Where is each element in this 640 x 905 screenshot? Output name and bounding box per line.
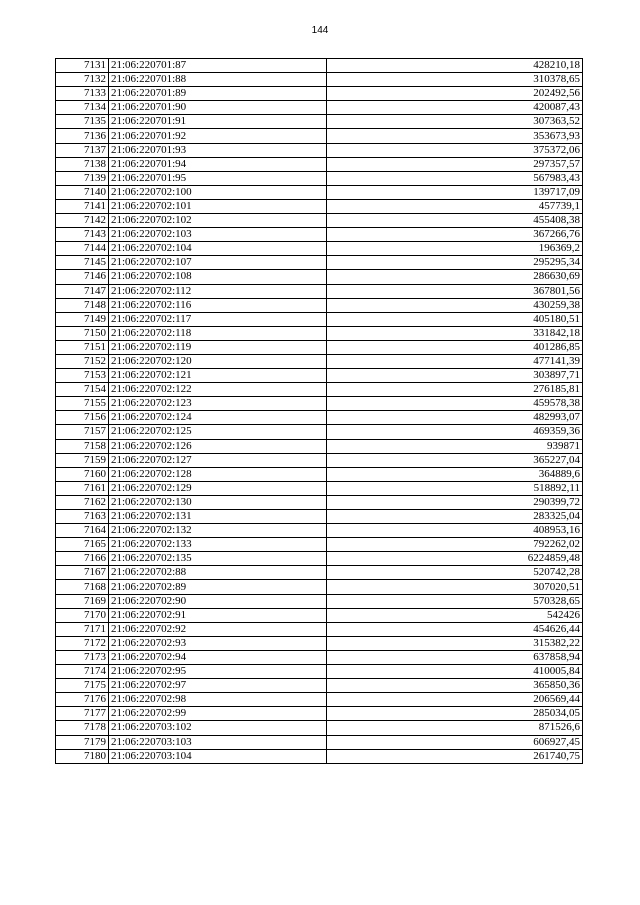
cadastral-number-cell: 21:06:220702:101 [109, 199, 327, 213]
table-row [56, 242, 583, 256]
cadastral-number-cell: 21:06:220702:112 [109, 284, 327, 298]
table-row [56, 256, 583, 270]
row-number-cell: 7159 [56, 453, 109, 467]
table-row [56, 679, 583, 693]
cadastral-number-cell: 21:06:220702:119 [109, 340, 327, 354]
registry-table [55, 58, 583, 764]
row-number-cell: 7155 [56, 397, 109, 411]
table-row [56, 467, 583, 481]
cadastral-value-cell: 454626,44 [327, 622, 583, 636]
table-row [56, 340, 583, 354]
table-row [56, 411, 583, 425]
cadastral-value-cell: 570328,65 [327, 594, 583, 608]
cadastral-number-cell: 21:06:220701:88 [109, 73, 327, 87]
cadastral-value-cell: 428210,18 [327, 59, 583, 73]
row-number-cell: 7170 [56, 608, 109, 622]
cadastral-value-cell: 420087,43 [327, 101, 583, 115]
row-number-cell: 7160 [56, 467, 109, 481]
cadastral-number-cell: 21:06:220702:130 [109, 495, 327, 509]
row-number-cell: 7179 [56, 735, 109, 749]
row-number-cell: 7163 [56, 510, 109, 524]
row-number-cell: 7141 [56, 199, 109, 213]
cadastral-number-cell: 21:06:220702:107 [109, 256, 327, 270]
row-number-cell: 7162 [56, 495, 109, 509]
table-row [56, 199, 583, 213]
cadastral-number-cell: 21:06:220702:98 [109, 693, 327, 707]
cadastral-value-cell: 482993,07 [327, 411, 583, 425]
row-number-cell: 7147 [56, 284, 109, 298]
cadastral-number-cell: 21:06:220702:131 [109, 510, 327, 524]
table-row [56, 552, 583, 566]
row-number-cell: 7150 [56, 326, 109, 340]
table-row [56, 129, 583, 143]
row-number-cell: 7161 [56, 481, 109, 495]
table-row [56, 157, 583, 171]
row-number-cell: 7142 [56, 214, 109, 228]
cadastral-value-cell: 367801,56 [327, 284, 583, 298]
cadastral-number-cell: 21:06:220701:93 [109, 143, 327, 157]
cadastral-number-cell: 21:06:220701:92 [109, 129, 327, 143]
table-row [56, 214, 583, 228]
cadastral-number-cell: 21:06:220701:89 [109, 87, 327, 101]
row-number-cell: 7134 [56, 101, 109, 115]
table-row [56, 171, 583, 185]
cadastral-value-cell: 518892,11 [327, 481, 583, 495]
row-number-cell: 7176 [56, 693, 109, 707]
cadastral-number-cell: 21:06:220702:95 [109, 665, 327, 679]
row-number-cell: 7138 [56, 157, 109, 171]
cadastral-value-cell: 367266,76 [327, 228, 583, 242]
cadastral-number-cell: 21:06:220703:103 [109, 735, 327, 749]
table-row [56, 326, 583, 340]
table-row [56, 143, 583, 157]
table-row [56, 510, 583, 524]
table-row [56, 354, 583, 368]
row-number-cell: 7180 [56, 749, 109, 763]
cadastral-value-cell: 307363,52 [327, 115, 583, 129]
row-number-cell: 7173 [56, 650, 109, 664]
cadastral-value-cell: 297357,57 [327, 157, 583, 171]
cadastral-value-cell: 871526,6 [327, 721, 583, 735]
table-row [56, 608, 583, 622]
table-row [56, 622, 583, 636]
row-number-cell: 7174 [56, 665, 109, 679]
cadastral-value-cell: 315382,22 [327, 636, 583, 650]
cadastral-number-cell: 21:06:220702:90 [109, 594, 327, 608]
row-number-cell: 7157 [56, 425, 109, 439]
cadastral-number-cell: 21:06:220702:128 [109, 467, 327, 481]
row-number-cell: 7167 [56, 566, 109, 580]
cadastral-value-cell: 410005,84 [327, 665, 583, 679]
cadastral-number-cell: 21:06:220702:123 [109, 397, 327, 411]
table-row [56, 538, 583, 552]
cadastral-value-cell: 408953,16 [327, 524, 583, 538]
cadastral-number-cell: 21:06:220702:108 [109, 270, 327, 284]
row-number-cell: 7153 [56, 369, 109, 383]
row-number-cell: 7135 [56, 115, 109, 129]
table-row [56, 115, 583, 129]
table-row [56, 439, 583, 453]
row-number-cell: 7152 [56, 354, 109, 368]
table-row [56, 425, 583, 439]
cadastral-value-cell: 520742,28 [327, 566, 583, 580]
cadastral-value-cell: 303897,71 [327, 369, 583, 383]
registry-table-body [56, 59, 583, 764]
cadastral-number-cell: 21:06:220702:94 [109, 650, 327, 664]
cadastral-value-cell: 353673,93 [327, 129, 583, 143]
table-row [56, 73, 583, 87]
row-number-cell: 7151 [56, 340, 109, 354]
cadastral-value-cell: 401286,85 [327, 340, 583, 354]
cadastral-number-cell: 21:06:220701:94 [109, 157, 327, 171]
cadastral-value-cell: 276185,81 [327, 383, 583, 397]
row-number-cell: 7133 [56, 87, 109, 101]
cadastral-number-cell: 21:06:220702:103 [109, 228, 327, 242]
table-row [56, 397, 583, 411]
cadastral-number-cell: 21:06:220702:122 [109, 383, 327, 397]
table-row [56, 580, 583, 594]
cadastral-value-cell: 261740,75 [327, 749, 583, 763]
table-row [56, 101, 583, 115]
cadastral-number-cell: 21:06:220702:121 [109, 369, 327, 383]
table-row [56, 481, 583, 495]
cadastral-number-cell: 21:06:220702:102 [109, 214, 327, 228]
row-number-cell: 7171 [56, 622, 109, 636]
table-row [56, 524, 583, 538]
row-number-cell: 7168 [56, 580, 109, 594]
cadastral-value-cell: 364889,6 [327, 467, 583, 481]
row-number-cell: 7149 [56, 312, 109, 326]
cadastral-value-cell: 792262,02 [327, 538, 583, 552]
table-row [56, 495, 583, 509]
cadastral-number-cell: 21:06:220702:125 [109, 425, 327, 439]
cadastral-number-cell: 21:06:220702:104 [109, 242, 327, 256]
cadastral-number-cell: 21:06:220702:132 [109, 524, 327, 538]
row-number-cell: 7178 [56, 721, 109, 735]
cadastral-number-cell: 21:06:220702:129 [109, 481, 327, 495]
cadastral-value-cell: 285034,05 [327, 707, 583, 721]
row-number-cell: 7145 [56, 256, 109, 270]
table-row [56, 284, 583, 298]
row-number-cell: 7158 [56, 439, 109, 453]
row-number-cell: 7139 [56, 171, 109, 185]
row-number-cell: 7146 [56, 270, 109, 284]
table-row [56, 270, 583, 284]
table-row [56, 312, 583, 326]
table-row [56, 749, 583, 763]
cadastral-number-cell: 21:06:220702:93 [109, 636, 327, 650]
cadastral-number-cell: 21:06:220702:120 [109, 354, 327, 368]
cadastral-value-cell: 567983,43 [327, 171, 583, 185]
table-row [56, 228, 583, 242]
cadastral-number-cell: 21:06:220702:117 [109, 312, 327, 326]
cadastral-value-cell: 139717,09 [327, 185, 583, 199]
cadastral-value-cell: 430259,38 [327, 298, 583, 312]
row-number-cell: 7137 [56, 143, 109, 157]
cadastral-value-cell: 307020,51 [327, 580, 583, 594]
cadastral-value-cell: 365850,36 [327, 679, 583, 693]
table-row [56, 383, 583, 397]
row-number-cell: 7144 [56, 242, 109, 256]
cadastral-value-cell: 365227,04 [327, 453, 583, 467]
cadastral-number-cell: 21:06:220702:126 [109, 439, 327, 453]
row-number-cell: 7131 [56, 59, 109, 73]
cadastral-value-cell: 542426 [327, 608, 583, 622]
cadastral-number-cell: 21:06:220701:91 [109, 115, 327, 129]
table-row [56, 369, 583, 383]
cadastral-value-cell: 295295,34 [327, 256, 583, 270]
cadastral-value-cell: 939871 [327, 439, 583, 453]
cadastral-value-cell: 283325,04 [327, 510, 583, 524]
cadastral-value-cell: 310378,65 [327, 73, 583, 87]
table-row [56, 185, 583, 199]
cadastral-value-cell: 206569,44 [327, 693, 583, 707]
cadastral-number-cell: 21:06:220702:124 [109, 411, 327, 425]
cadastral-number-cell: 21:06:220701:95 [109, 171, 327, 185]
cadastral-number-cell: 21:06:220702:92 [109, 622, 327, 636]
table-row [56, 594, 583, 608]
row-number-cell: 7169 [56, 594, 109, 608]
table-row [56, 59, 583, 73]
table-row [56, 636, 583, 650]
cadastral-value-cell: 469359,36 [327, 425, 583, 439]
cadastral-number-cell: 21:06:220702:89 [109, 580, 327, 594]
cadastral-value-cell: 405180,51 [327, 312, 583, 326]
table-row [56, 721, 583, 735]
table-row [56, 665, 583, 679]
cadastral-number-cell: 21:06:220702:133 [109, 538, 327, 552]
cadastral-number-cell: 21:06:220702:116 [109, 298, 327, 312]
table-row [56, 87, 583, 101]
cadastral-value-cell: 459578,38 [327, 397, 583, 411]
cadastral-value-cell: 286630,69 [327, 270, 583, 284]
cadastral-number-cell: 21:06:220702:100 [109, 185, 327, 199]
table-row [56, 298, 583, 312]
cadastral-number-cell: 21:06:220702:99 [109, 707, 327, 721]
cadastral-value-cell: 637858,94 [327, 650, 583, 664]
cadastral-value-cell: 457739,1 [327, 199, 583, 213]
page-number: 144 [311, 25, 329, 36]
cadastral-number-cell: 21:06:220702:91 [109, 608, 327, 622]
table-row [56, 693, 583, 707]
cadastral-number-cell: 21:06:220703:102 [109, 721, 327, 735]
table-row [56, 707, 583, 721]
cadastral-number-cell: 21:06:220703:104 [109, 749, 327, 763]
row-number-cell: 7164 [56, 524, 109, 538]
row-number-cell: 7132 [56, 73, 109, 87]
table-row [56, 650, 583, 664]
cadastral-number-cell: 21:06:220701:90 [109, 101, 327, 115]
cadastral-value-cell: 375372,06 [327, 143, 583, 157]
cadastral-value-cell: 196369,2 [327, 242, 583, 256]
row-number-cell: 7156 [56, 411, 109, 425]
cadastral-number-cell: 21:06:220702:135 [109, 552, 327, 566]
cadastral-value-cell: 331842,18 [327, 326, 583, 340]
cadastral-value-cell: 6224859,48 [327, 552, 583, 566]
row-number-cell: 7140 [56, 185, 109, 199]
table-row [56, 566, 583, 580]
row-number-cell: 7172 [56, 636, 109, 650]
row-number-cell: 7136 [56, 129, 109, 143]
cadastral-number-cell: 21:06:220702:97 [109, 679, 327, 693]
row-number-cell: 7165 [56, 538, 109, 552]
cadastral-value-cell: 455408,38 [327, 214, 583, 228]
row-number-cell: 7175 [56, 679, 109, 693]
cadastral-value-cell: 477141,39 [327, 354, 583, 368]
cadastral-value-cell: 290399,72 [327, 495, 583, 509]
cadastral-number-cell: 21:06:220702:118 [109, 326, 327, 340]
row-number-cell: 7143 [56, 228, 109, 242]
cadastral-value-cell: 202492,56 [327, 87, 583, 101]
cadastral-value-cell: 606927,45 [327, 735, 583, 749]
cadastral-number-cell: 21:06:220701:87 [109, 59, 327, 73]
table-row [56, 453, 583, 467]
row-number-cell: 7154 [56, 383, 109, 397]
cadastral-number-cell: 21:06:220702:88 [109, 566, 327, 580]
row-number-cell: 7177 [56, 707, 109, 721]
cadastral-number-cell: 21:06:220702:127 [109, 453, 327, 467]
row-number-cell: 7166 [56, 552, 109, 566]
row-number-cell: 7148 [56, 298, 109, 312]
table-row [56, 735, 583, 749]
